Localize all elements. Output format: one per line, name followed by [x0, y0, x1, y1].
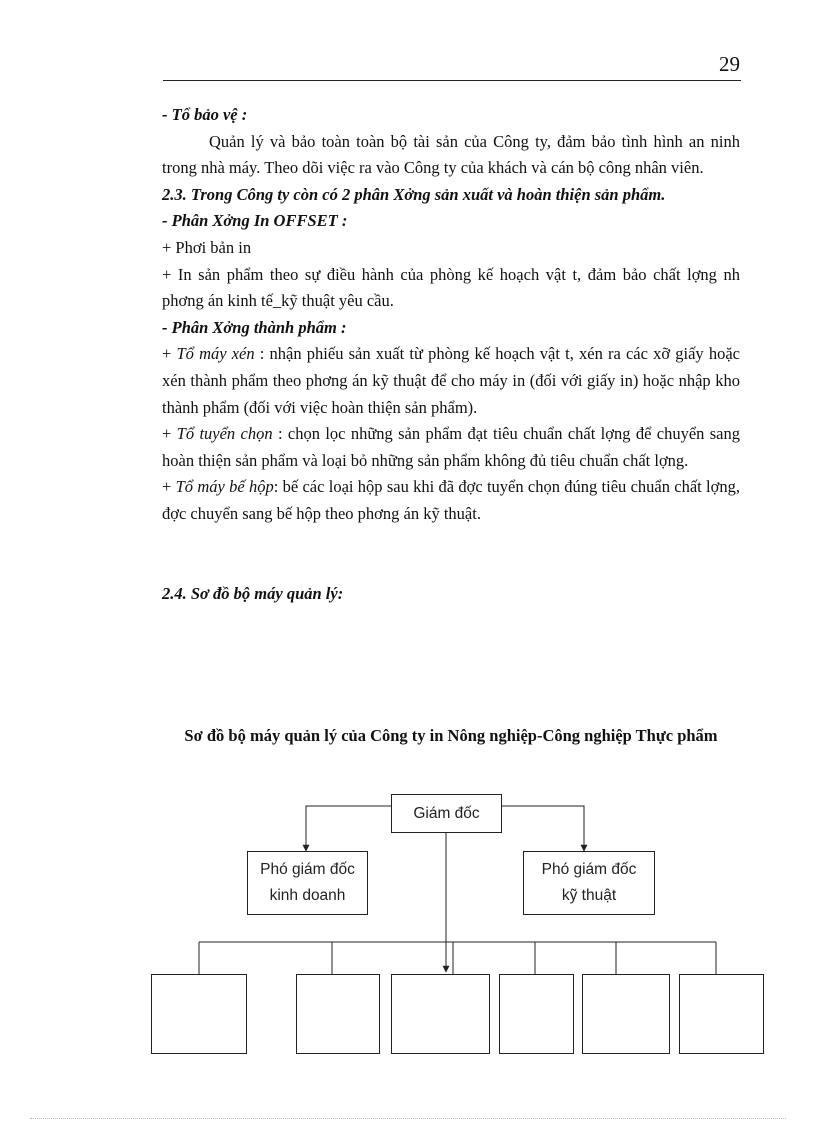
team-label: Tổ máy xén: [176, 344, 255, 364]
section-heading-offset: - Phân Xởng In OFFSET :: [162, 211, 348, 231]
section-heading-to-bao-ve: - Tổ bảo vệ :: [162, 105, 248, 124]
connector-to-deputy-technical: [502, 806, 584, 851]
department-box-1: [151, 974, 247, 1054]
list-item-phoi-ban-in: + Phơi bản in: [162, 237, 252, 257]
department-box-3: [391, 974, 490, 1054]
department-box-6: [679, 974, 764, 1054]
section-heading-thanh-pham: - Phân Xởng thành phẩm :: [162, 317, 347, 337]
page-number: 29: [719, 52, 740, 76]
list-item-to-tuyen-chon: + Tổ tuyển chọn : chọn lọc những sản phẩm đạt tiêu chuẩn chất lợng để chuyển sang hoàn thiện sản phẩm và loại bỏ những sản phẩm không đủ tiêu chuẩn chất lợng.: [162, 424, 741, 470]
list-item-in-san-pham: + In sản phẩm theo sự điều hành của phòng kế hoạch vật t, đảm bảo chất lợng nh phơng án kinh tế_kỹ thuật yêu cầu.: [162, 264, 740, 311]
section-heading-2-4: 2.4. Sơ đồ bộ máy quản lý:: [162, 583, 344, 603]
section-heading-2-3: 2.3. Trong Công ty còn có 2 phân Xởng sản xuất và hoàn thiện sản phẩm.: [162, 184, 666, 204]
deputy-business-box: Phó giám đốc kinh doanh: [247, 851, 368, 915]
org-chart-title: Sơ đồ bộ máy quản lý của Công ty in Nông nghiệp-Công nghiệp Thực phẩm: [184, 726, 718, 745]
department-box-2: [296, 974, 380, 1054]
deputy-technical-box: Phó giám đốc kỹ thuật: [523, 851, 655, 915]
list-item-to-may-be-hop: + Tổ máy bế hộp: bế các loại hộp sau khi đã đợc tuyển chọn đúng tiêu chuẩn chất lợng, đợc chuyển sang bế hộp theo phơng án kỹ thuật.: [162, 477, 740, 523]
list-item-to-may-xen: + Tổ máy xén : nhận phiếu sản xuất từ phòng kế hoạch vật t, xén ra các xỡ giấy hoặc xén thành phẩm theo phơng án kỹ thuật để cho máy in (đối với giấy in) hoặc nhập kho thành phẩm (đối với việc hoàn thiện sản phẩm).: [162, 344, 740, 417]
connector-to-deputy-business: [306, 806, 391, 851]
team-label: Tổ tuyển chọn: [176, 424, 273, 444]
department-box-4: [499, 974, 574, 1054]
paragraph-to-bao-ve: Quản lý và bảo toàn toàn bộ tài sản của Công ty, đảm bảo tình hình an ninh trong nhà máy. Theo dõi việc ra vào Công ty của khách và cán bộ công nhân viên.: [162, 131, 740, 178]
footer-dotted-line: [30, 1118, 786, 1119]
team-label: Tổ máy bế hộp: [175, 477, 274, 497]
department-box-5: [582, 974, 670, 1054]
director-box: Giám đốc: [391, 794, 502, 833]
